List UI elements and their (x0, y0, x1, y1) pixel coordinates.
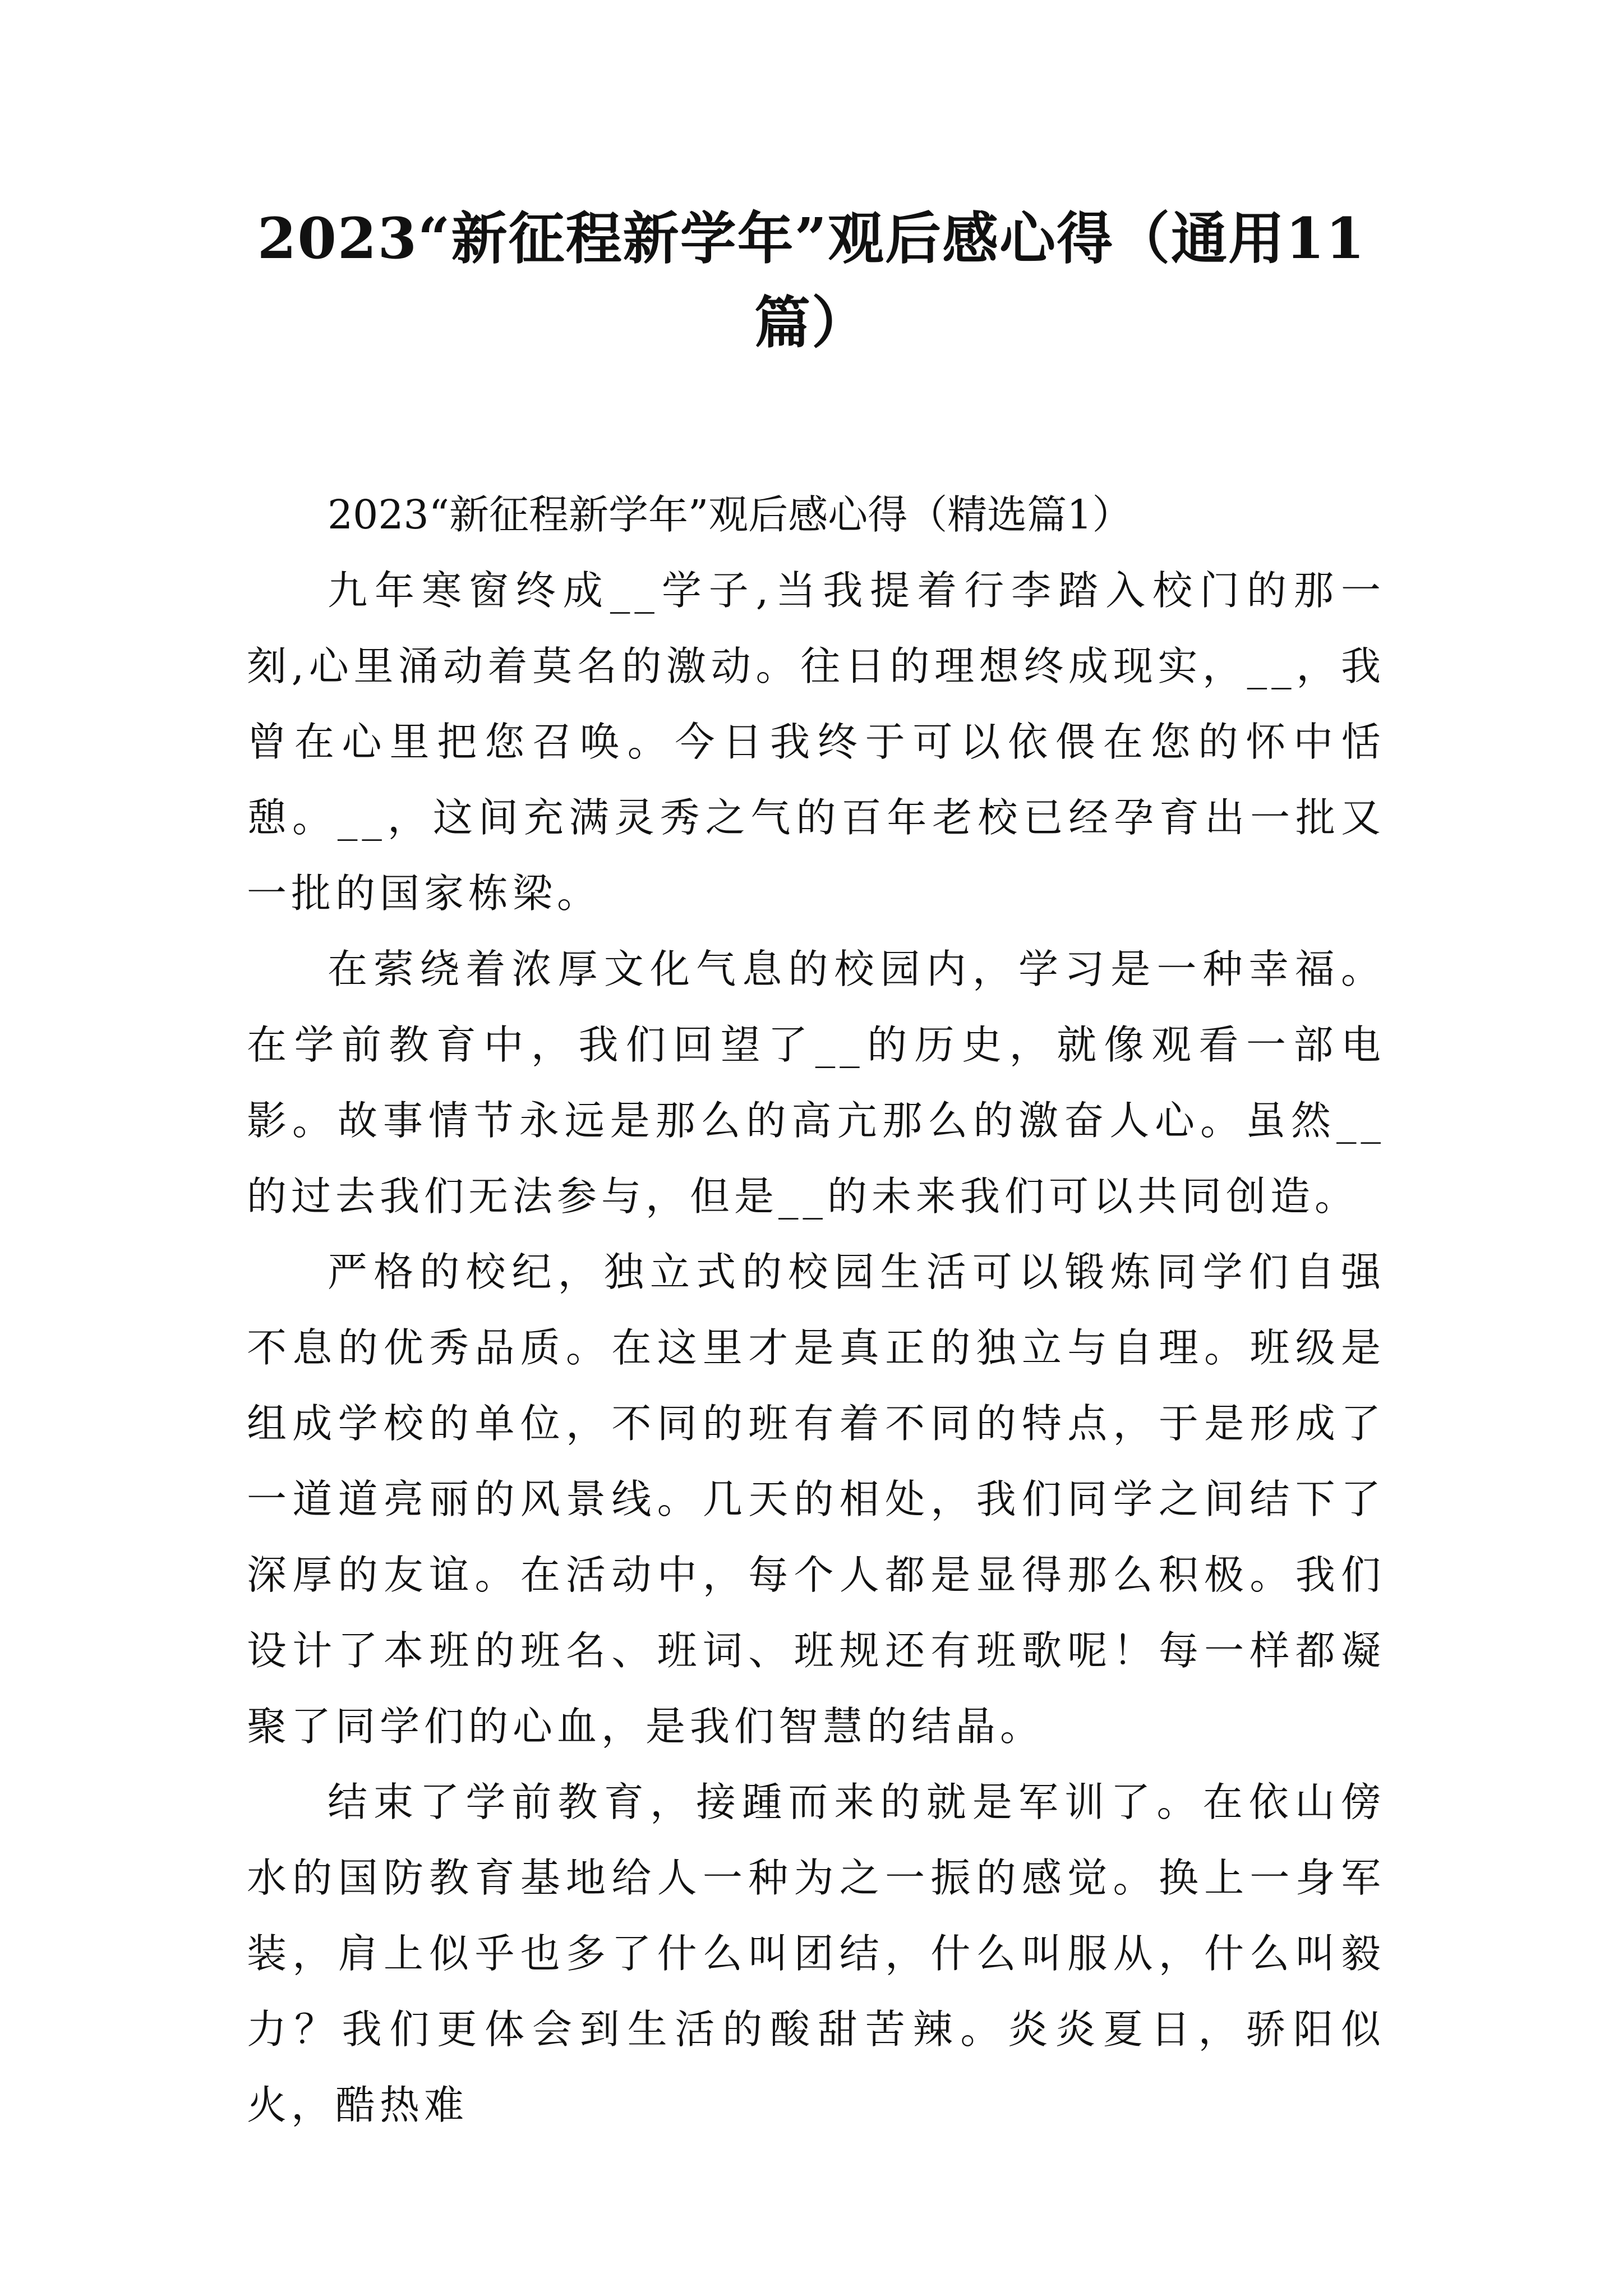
paragraph: 在萦绕着浓厚文化气息的校园内，学习是一种幸福。在学前教育中，我们回望了__的历史，就像观看一部电影。故事情节永远是那么的高亢那么的激奋人心。虽然__的过去我们无法参与，但是__的未来我们可以共同创造。 (247, 946, 1385, 1220)
paragraph: 九年寒窗终成__学子,当我提着行李踏入校门的那一刻,心里涌动着莫名的激动。往日的理想终成现实，__，我曾在心里把您召唤。今日我终于可以依偎在您的怀中恬憩。__，这间充满灵秀之气的百年老校已经孕育出一批又一批的国家栋梁。 (247, 567, 1385, 917)
section-heading: 2023“新征程新学年”观后感心得（精选篇1） (328, 491, 1132, 538)
paragraph: 结束了学前教育，接踵而来的就是军训了。在依山傍水的国防教育基地给人一种为之一振的感觉。换上一身军装，肩上似乎也多了什么叫团结，什么叫服从，什么叫毅力？我们更体会到生活的酸甜苦辣。炎炎夏日，骄阳似火，酷热难 (247, 1779, 1385, 2128)
paragraph: 严格的校纪，独立式的校园生活可以锻炼同学们自强不息的优秀品质。在这里才是真正的独立与自理。班级是组成学校的单位，不同的班有着不同的特点，于是形成了一道道亮丽的风景线。几天的相处，我们同学之间结下了深厚的友谊。在活动中，每个人都是显得那么积极。我们设计了本班的班名、班词、班规还有班歌呢！每一样都凝聚了同学们的心血，是我们智慧的结晶。 (247, 1249, 1385, 1750)
document-body (247, 477, 1385, 2143)
document-title: 2023“新征程新学年”观后感心得（通用11篇） (257, 205, 1366, 356)
